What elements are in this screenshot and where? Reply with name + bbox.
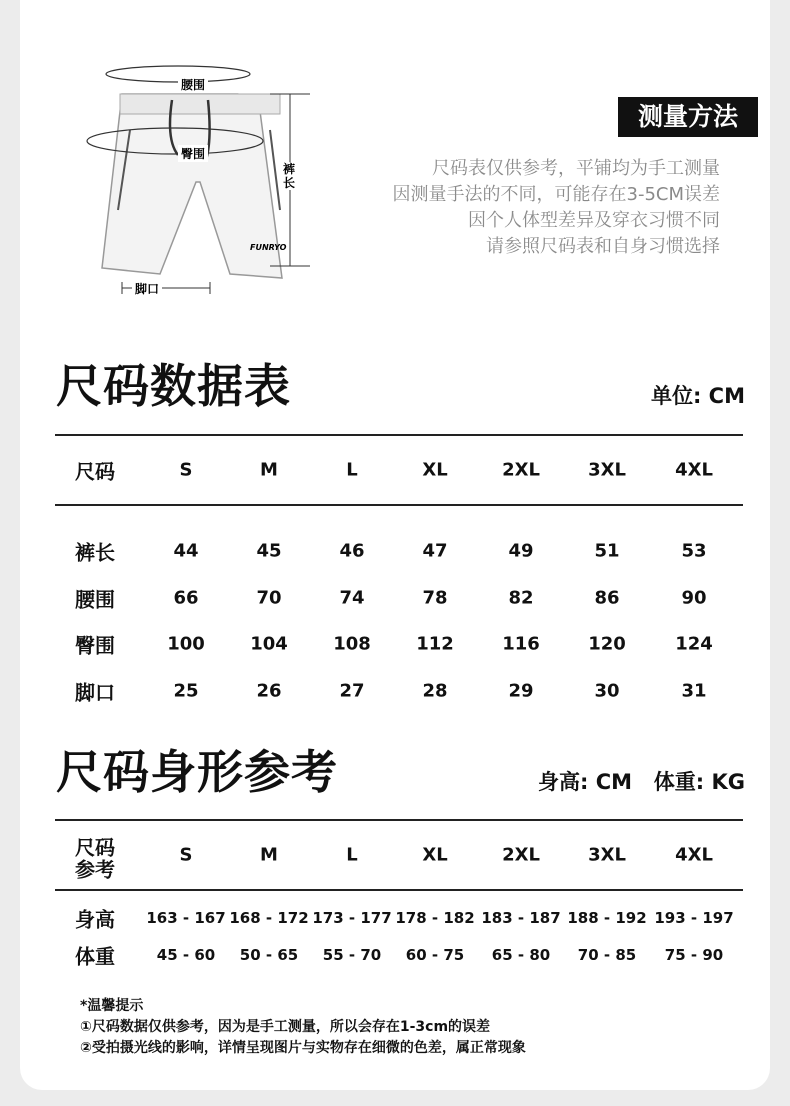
row-label: 身高 bbox=[75, 907, 115, 932]
table-cell: 188 - 192 bbox=[567, 909, 647, 927]
divider bbox=[55, 504, 743, 506]
divider bbox=[55, 434, 743, 436]
size-header: L bbox=[346, 459, 358, 481]
size-header: L bbox=[346, 844, 358, 866]
table-cell: 26 bbox=[256, 680, 282, 702]
note-item: ①尺码数据仅供参考，因为是手工测量，所以会存在1-3cm的误差 bbox=[80, 1019, 491, 1035]
table-cell: 178 - 182 bbox=[395, 909, 475, 927]
size-header: M bbox=[260, 844, 278, 866]
table-cell: 50 - 65 bbox=[239, 946, 299, 964]
table-cell: 104 bbox=[250, 633, 288, 655]
size-header: 2XL bbox=[502, 459, 540, 481]
table-cell: 78 bbox=[422, 587, 448, 609]
table-cell: 51 bbox=[594, 540, 620, 562]
size-header: S bbox=[179, 459, 193, 481]
table-cell: 163 - 167 bbox=[146, 909, 226, 927]
size-table-unit: 单位: CM bbox=[650, 384, 745, 408]
table-cell: 173 - 177 bbox=[312, 909, 392, 927]
divider bbox=[55, 889, 743, 891]
row-label: 体重 bbox=[75, 944, 115, 969]
table-cell: 112 bbox=[416, 633, 454, 655]
table-cell: 90 bbox=[681, 587, 707, 609]
table-cell: 75 - 90 bbox=[664, 946, 724, 964]
notes bbox=[80, 996, 526, 1059]
table-cell: 86 bbox=[594, 587, 620, 609]
table-cell: 30 bbox=[594, 680, 620, 702]
divider bbox=[55, 819, 743, 821]
size-header: 2XL bbox=[502, 844, 540, 866]
table-cell: 82 bbox=[508, 587, 534, 609]
table-cell: 47 bbox=[422, 540, 448, 562]
method-line: 请参照尺码表和自身习惯选择 bbox=[486, 236, 720, 257]
notes-title: *温馨提示 bbox=[80, 998, 144, 1014]
body-table-title: 尺码身形参考 bbox=[56, 745, 338, 799]
height-unit: 身高: CM bbox=[538, 770, 633, 794]
table-cell: 70 bbox=[256, 587, 282, 609]
table-cell: 183 - 187 bbox=[481, 909, 561, 927]
header-label: 尺码 bbox=[75, 459, 115, 484]
table-cell: 29 bbox=[508, 680, 534, 702]
shorts-diagram bbox=[80, 60, 380, 300]
table-cell: 55 - 70 bbox=[322, 946, 382, 964]
table-cell: 65 - 80 bbox=[491, 946, 551, 964]
waist-label: 腰围 bbox=[178, 76, 208, 93]
row-label: 裤长 bbox=[75, 540, 115, 565]
table-cell: 100 bbox=[167, 633, 205, 655]
size-header: 4XL bbox=[675, 844, 713, 866]
size-header: M bbox=[260, 459, 278, 481]
table-cell: 193 - 197 bbox=[654, 909, 734, 927]
measure-method-badge: 测量方法 bbox=[618, 97, 758, 137]
method-line: 因个人体型差异及穿衣习惯不同 bbox=[468, 210, 720, 231]
table-cell: 108 bbox=[333, 633, 371, 655]
weight-unit: 体重: KG bbox=[653, 770, 745, 794]
table-cell: 116 bbox=[502, 633, 540, 655]
table-cell: 168 - 172 bbox=[229, 909, 309, 927]
row-label: 臀围 bbox=[75, 633, 115, 658]
brand-logo: FUNRYO bbox=[250, 243, 287, 252]
size-header: XL bbox=[422, 459, 448, 481]
size-header: 3XL bbox=[588, 844, 626, 866]
table-cell: 46 bbox=[339, 540, 365, 562]
table-cell: 45 - 60 bbox=[156, 946, 216, 964]
table-cell: 120 bbox=[588, 633, 626, 655]
method-line: 因测量手法的不同，可能存在3-5CM误差 bbox=[392, 184, 720, 205]
row-label: 脚口 bbox=[75, 680, 115, 705]
table-cell: 60 - 75 bbox=[405, 946, 465, 964]
method-line: 尺码表仅供参考，平铺均为手工测量 bbox=[432, 158, 720, 179]
header-label: 参考 bbox=[75, 857, 115, 882]
measure-method-text bbox=[393, 156, 721, 260]
size-header: 4XL bbox=[675, 459, 713, 481]
size-header: XL bbox=[422, 844, 448, 866]
table-cell: 27 bbox=[339, 680, 365, 702]
note-item: ②受拍摄光线的影响，详情呈现图片与实物存在细微的色差，属正常现象 bbox=[80, 1040, 526, 1056]
table-cell: 53 bbox=[681, 540, 707, 562]
table-cell: 66 bbox=[173, 587, 199, 609]
table-cell: 70 - 85 bbox=[577, 946, 637, 964]
size-header: 3XL bbox=[588, 459, 626, 481]
size-header: S bbox=[179, 844, 193, 866]
hem-label: 脚口 bbox=[132, 280, 162, 297]
row-label: 腰围 bbox=[75, 587, 115, 612]
hip-label: 臀围 bbox=[178, 145, 208, 162]
size-table-title: 尺码数据表 bbox=[56, 359, 291, 413]
header-label: 尺码 bbox=[75, 835, 115, 860]
content-card bbox=[20, 0, 770, 1090]
table-cell: 124 bbox=[675, 633, 713, 655]
table-cell: 31 bbox=[681, 680, 707, 702]
table-cell: 74 bbox=[339, 587, 365, 609]
table-cell: 44 bbox=[173, 540, 199, 562]
table-cell: 49 bbox=[508, 540, 534, 562]
table-cell: 45 bbox=[256, 540, 282, 562]
table-cell: 25 bbox=[173, 680, 199, 702]
length-label: 裤长 bbox=[282, 162, 295, 190]
table-cell: 28 bbox=[422, 680, 448, 702]
